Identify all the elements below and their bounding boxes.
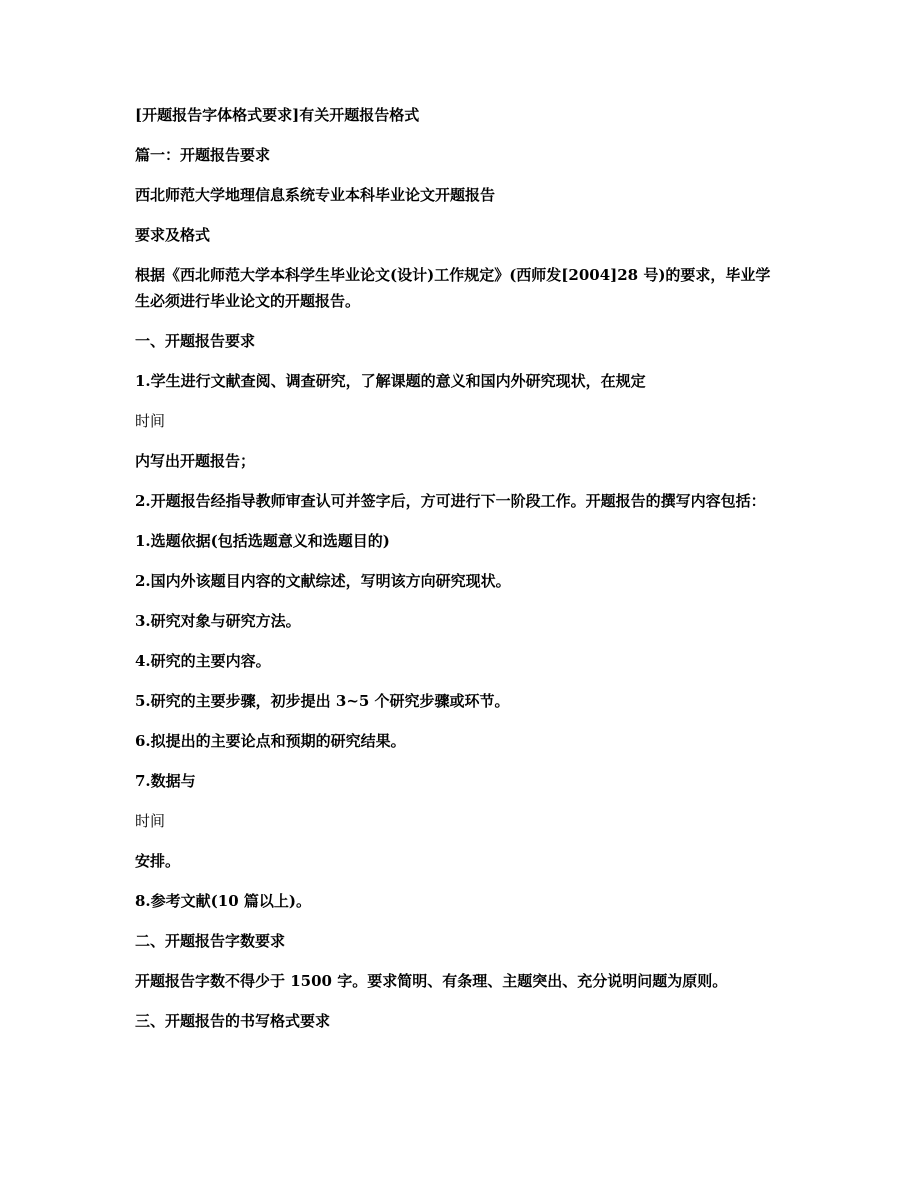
section-heading: 二、开题报告字数要求 [135,932,286,950]
intro-paragraph: 根据《西北师范大学本科学生毕业论文(设计)工作规定》(西师发[2004]28 号)的要求，毕业学生必须进行毕业论文的开题报告。 [135,266,771,310]
document-title: [开题报告字体格式要求]有关开题报告格式 [135,106,420,124]
body-paragraph: 安排。 [135,852,181,870]
section-heading: 篇一：开题报告要求 [135,146,271,164]
report-subtitle: 要求及格式 [135,226,211,244]
list-item: 2.国内外该题目内容的文献综述，写明该方向研究现状。 [135,572,511,590]
body-paragraph: 开题报告字数不得少于 1500 字。要求简明、有条理、主题突出、充分说明问题为原则。 [135,972,728,990]
list-item: 5.研究的主要步骤，初步提出 3~5 个研究步骤或环节。 [135,692,510,710]
body-fragment: 时间 [135,812,166,830]
list-item: 1.选题依据(包括选题意义和选题目的) [135,532,390,550]
list-item: 6.拟提出的主要论点和预期的研究结果。 [135,732,406,750]
section-heading: 三、开题报告的书写格式要求 [135,1012,331,1030]
list-item: 8.参考文献(10 篇以上)。 [135,892,311,910]
body-fragment: 时间 [135,412,166,430]
section-heading: 一、开题报告要求 [135,332,256,350]
body-paragraph: 2.开题报告经指导教师审查认可并签字后，方可进行下一阶段工作。开题报告的撰写内容包括： [135,492,766,510]
list-item: 7.数据与 [135,772,196,790]
list-item: 4.研究的主要内容。 [135,652,271,670]
report-title: 西北师范大学地理信息系统专业本科毕业论文开题报告 [135,186,496,204]
body-paragraph: 1.学生进行文献查阅、调查研究，了解课题的意义和国内外研究现状，在规定 [135,372,646,390]
body-paragraph: 内写出开题报告； [135,452,256,470]
list-item: 3.研究对象与研究方法。 [135,612,301,630]
